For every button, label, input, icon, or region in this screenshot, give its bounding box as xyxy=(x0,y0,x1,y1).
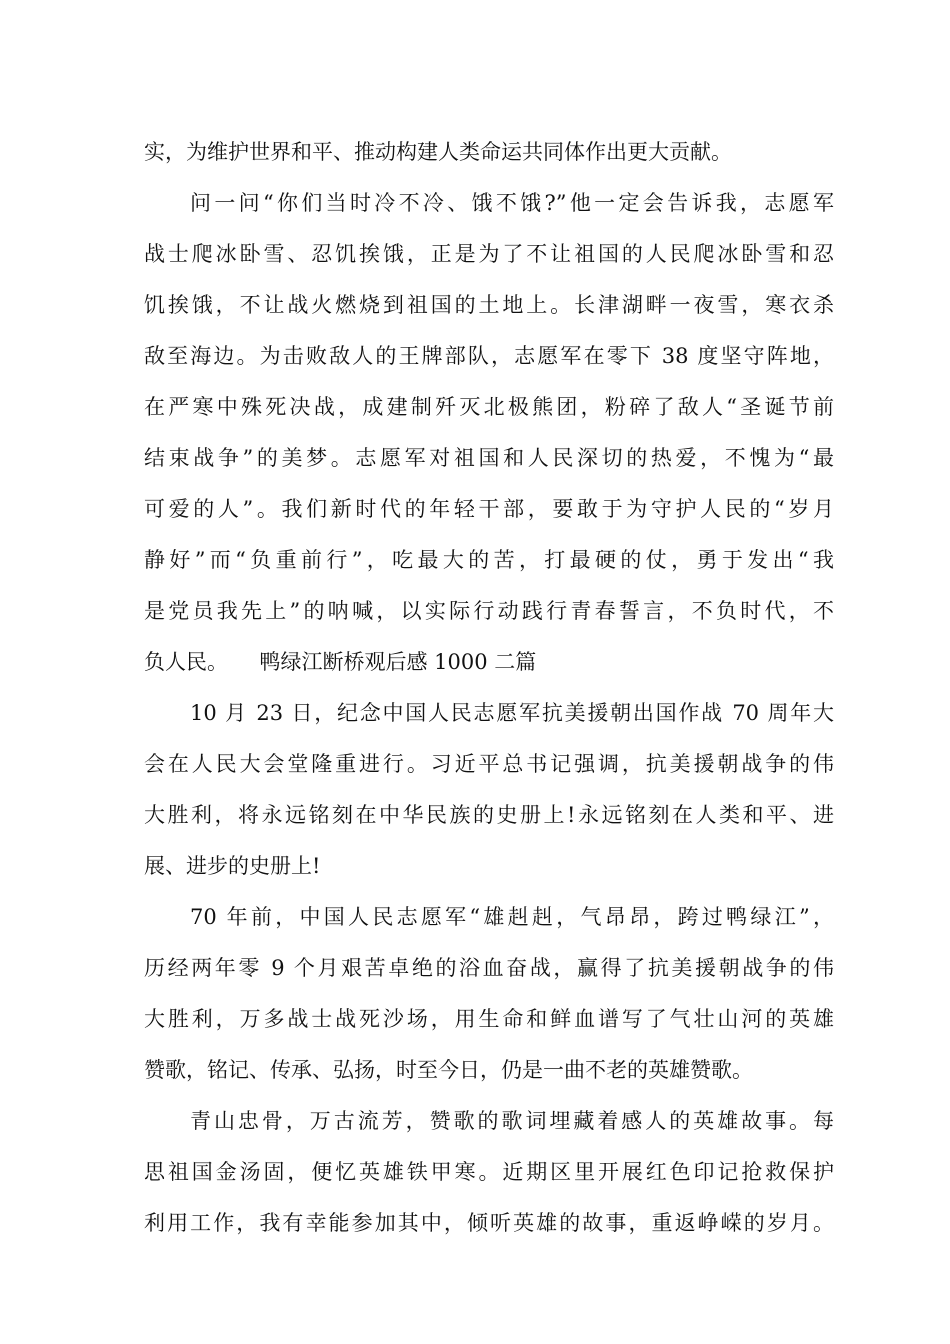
text-line: 会在人民大会堂隆重进行。习近平总书记强调，抗美援朝战争的伟 xyxy=(144,752,834,776)
text-line: 利用工作，我有幸能参加其中，倾听英雄的故事，重返峥嵘的岁月。 xyxy=(144,1211,834,1235)
text-line: 在严寒中殊死决战，成建制歼灭北极熊团，粉碎了敌人“圣诞节前 xyxy=(144,395,834,419)
text-line: 问一问“你们当时冷不冷、饿不饿?”他一定会告诉我，志愿军 xyxy=(190,191,834,215)
text-line: 青山忠骨，万古流芳，赞歌的歌词埋藏着感人的英雄故事。每 xyxy=(190,1109,834,1133)
text-line: 饥挨饿，不让战火燃烧到祖国的土地上。长津湖畔一夜雪，寒衣杀 xyxy=(144,293,834,317)
text-line: 敌至海边。为击败敌人的王牌部队，志愿军在零下 38 度坚守阵地， xyxy=(144,344,834,368)
text-line: 结束战争”的美梦。志愿军对祖国和人民深切的热爱，不愧为“最 xyxy=(144,446,834,470)
text-line: 大胜利，万多战士战死沙场，用生命和鲜血谱写了气壮山河的英雄 xyxy=(144,1007,834,1031)
text-line: 赞歌，铭记、传承、弘扬，时至今日，仍是一曲不老的英雄赞歌。 xyxy=(144,1058,753,1082)
text-line: 负人民。 鸭绿江断桥观后感 1000 二篇 xyxy=(144,650,537,674)
text-line: 10 月 23 日，纪念中国人民志愿军抗美援朝出国作战 70 周年大 xyxy=(190,701,834,725)
text-line: 70 年前，中国人民志愿军“雄赳赳，气昂昂，跨过鸭绿江”， xyxy=(190,905,834,929)
document-body xyxy=(144,127,834,1249)
text-line: 大胜利，将永远铭刻在中华民族的史册上!永远铭刻在人类和平、进 xyxy=(144,803,834,827)
text-line: 思祖国金汤固，便忆英雄铁甲寒。近期区里开展红色印记抢救保护 xyxy=(144,1160,834,1184)
text-line: 可爱的人”。我们新时代的年轻干部，要敢于为守护人民的“岁月 xyxy=(144,497,834,521)
text-line: 展、进步的史册上! xyxy=(144,854,321,878)
text-line: 历经两年零 9 个月艰苦卓绝的浴血奋战，赢得了抗美援朝战争的伟 xyxy=(144,956,834,980)
text-line: 战士爬冰卧雪、忍饥挨饿，正是为了不让祖国的人民爬冰卧雪和忍 xyxy=(144,242,834,266)
text-line: 实，为维护世界和平、推动构建人类命运共同体作出更大贡献。 xyxy=(144,140,732,164)
text-line: 是党员我先上”的呐喊，以实际行动践行青春誓言，不负时代，不 xyxy=(144,599,834,623)
text-line: 静好”而“负重前行”，吃最大的苦，打最硬的仗，勇于发出“我 xyxy=(144,548,834,572)
